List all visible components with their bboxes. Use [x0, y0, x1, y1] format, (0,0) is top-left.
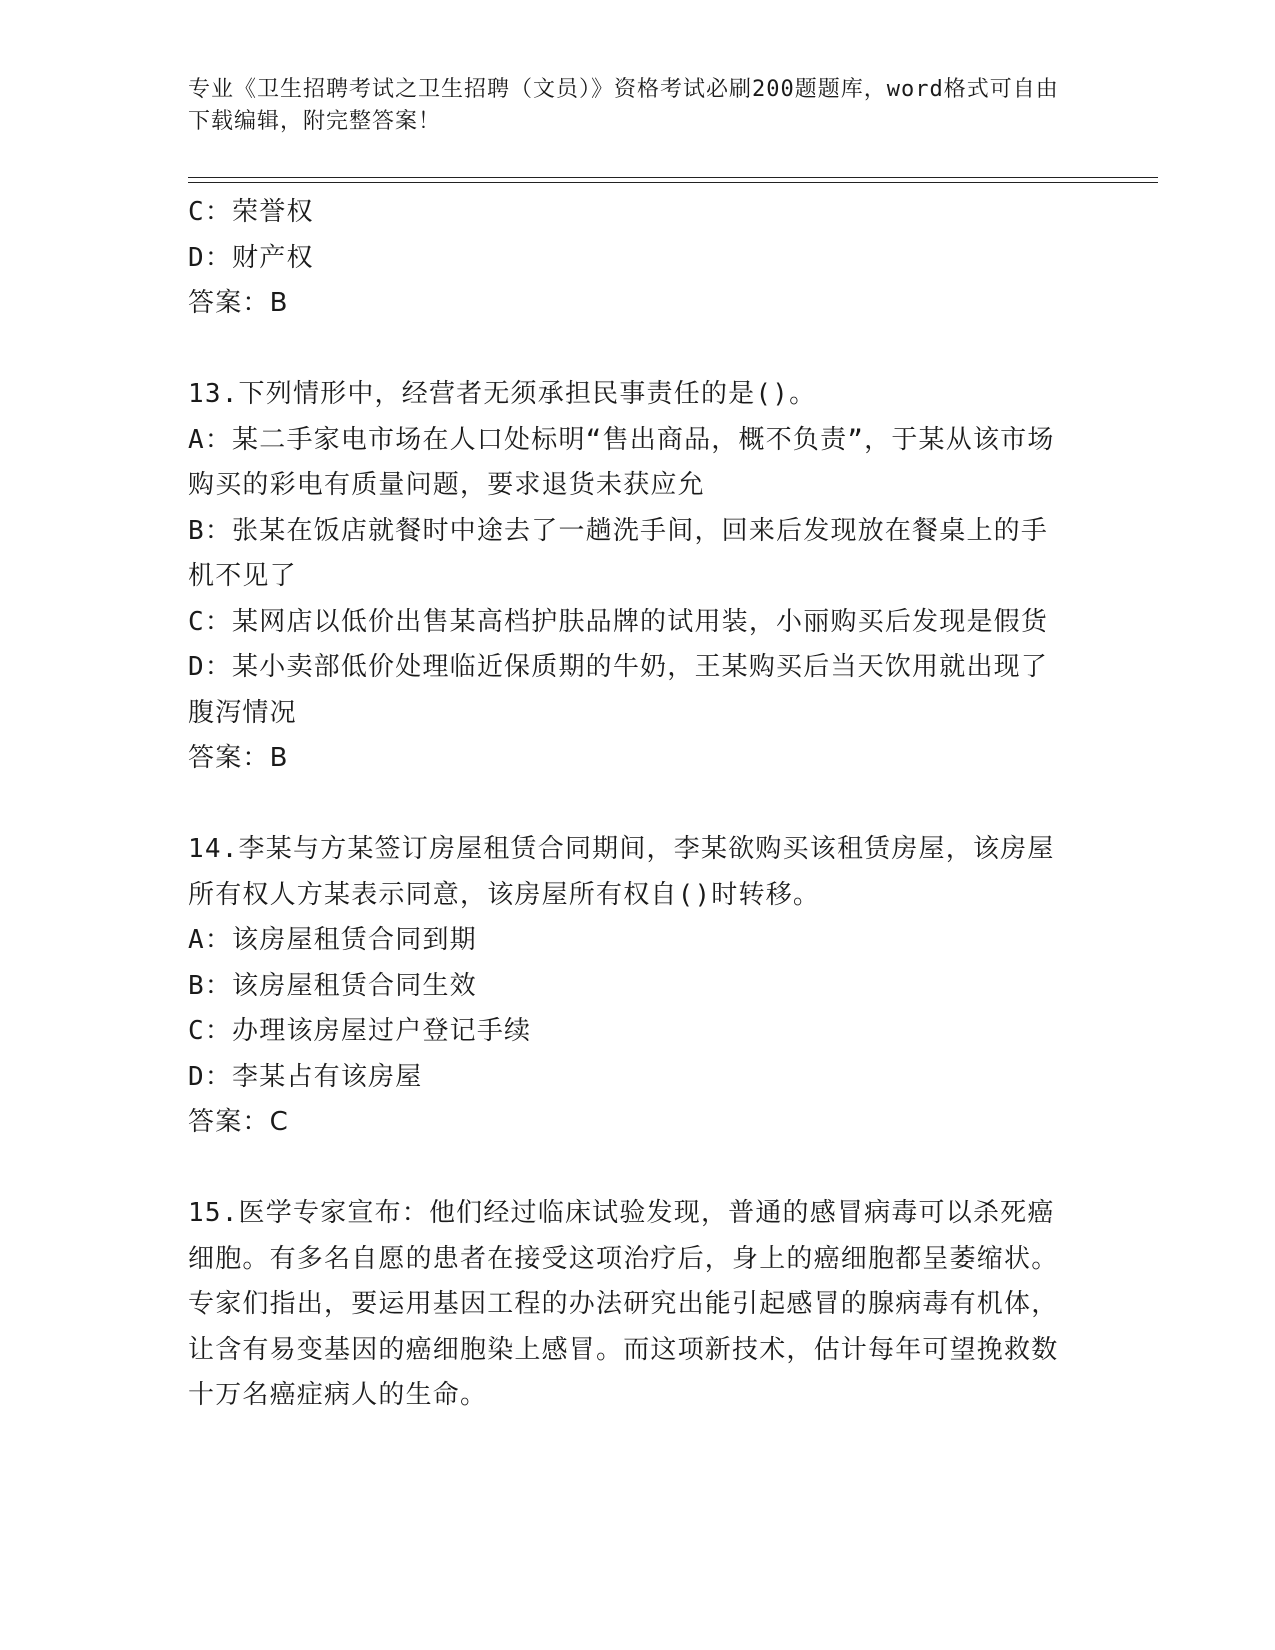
spacer: [188, 327, 1068, 373]
option-b: B：张某在饭店就餐时中途去了一趟洗手间，回来后发现放在餐桌上的手机不见了: [188, 515, 1049, 591]
answer-line: 答案：C: [188, 1107, 289, 1137]
answer-line: 答案：B: [188, 743, 289, 773]
option-b: B：该房屋租赁合同生效: [188, 970, 477, 1001]
option-d: D：某小卖部低价处理临近保质期的牛奶，王某购买后当天饮用就出现了腹泻情况: [188, 652, 1049, 728]
option-c: C：荣誉权: [188, 197, 314, 227]
question-15: [188, 1191, 1068, 1419]
spacer: [188, 782, 1068, 828]
question-stem: 14.李某与方某签订房屋租赁合同期间，李某欲购买该租赁房屋，该房屋所有权人方某表示同意，该房屋所有权自()时转移。: [188, 834, 1055, 910]
header-divider-top: [188, 177, 1158, 178]
question-stem: 13.下列情形中，经营者无须承担民事责任的是()。: [188, 379, 817, 409]
spacer: [188, 1146, 1068, 1192]
document-header: 专业《卫生招聘考试之卫生招聘（文员）》资格考试必刷200题题库，word格式可自由下载编辑，附完整答案！: [188, 77, 1059, 134]
question-12-continuation: [188, 190, 1068, 327]
option-a: A：该房屋租赁合同到期: [188, 925, 477, 955]
question-stem: 15.医学专家宣布：他们经过临床试验发现，普通的感冒病毒可以杀死癌细胞。有多名自愿的患者在接受这项治疗后，身上的癌细胞都呈萎缩状。专家们指出，要运用基因工程的办法研究出能引起感冒的腺病毒有机体，让含有易变基因的癌细胞染上感冒。而这项新技术，估计每年可望挽救数十万名癌症病人的生命。: [188, 1198, 1059, 1410]
answer-line: 答案：B: [188, 288, 289, 318]
question-14: [188, 827, 1068, 1146]
question-13: [188, 372, 1068, 782]
option-c: C：某网店以低价出售某高档护肤品牌的试用装，小丽购买后发现是假货: [188, 606, 1049, 637]
option-a: A：某二手家电市场在人口处标明“售出商品，概不负责”，于某从该市场购买的彩电有质量问题，要求退货未获应允: [188, 424, 1055, 500]
option-d: D：李某占有该房屋: [188, 1061, 423, 1092]
option-c: C：办理该房屋过户登记手续: [188, 1016, 532, 1046]
document-body: [188, 190, 1068, 1419]
option-d: D：财产权: [188, 242, 314, 273]
header-divider-bottom: [188, 182, 1158, 183]
